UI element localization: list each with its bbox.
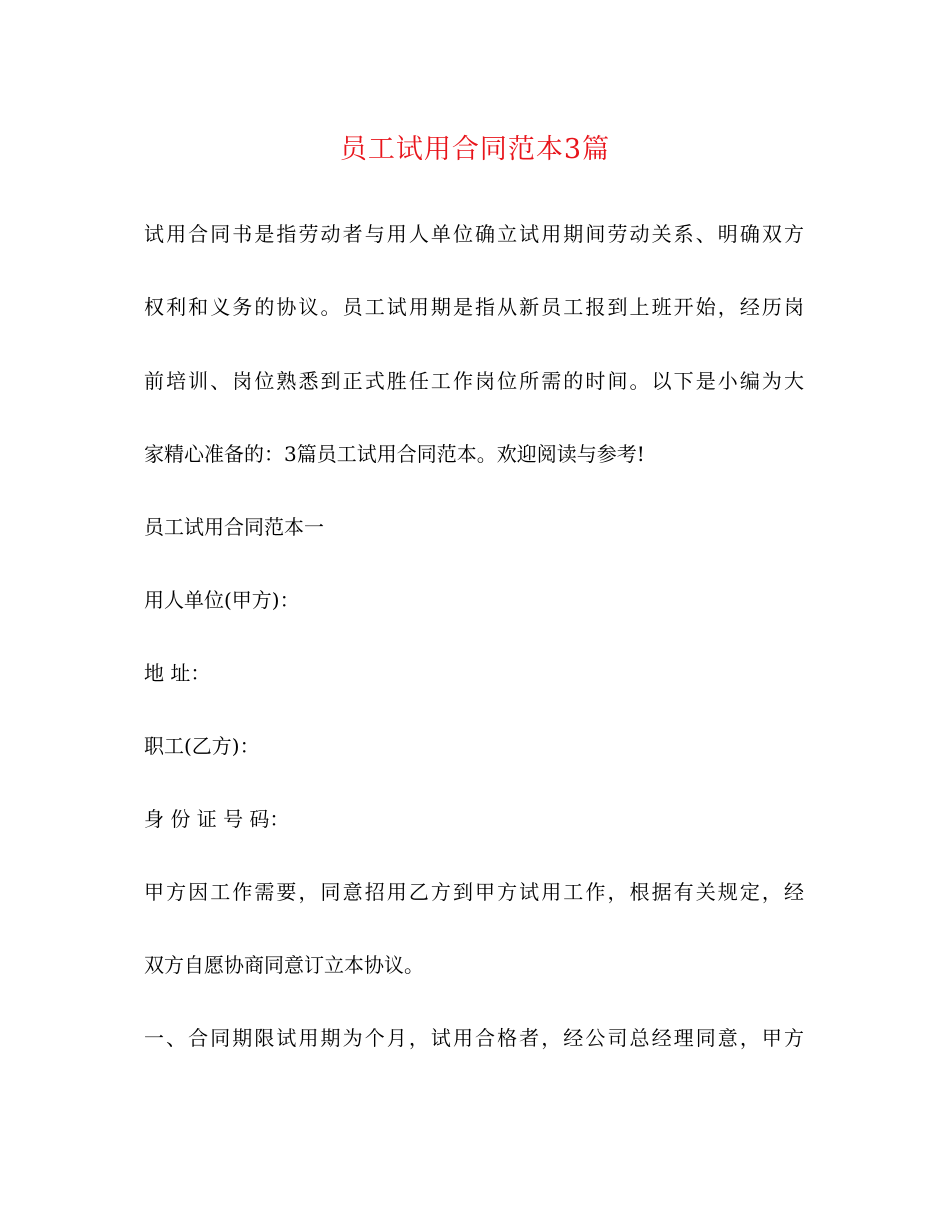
id-number-field-label: 身 份 证 号 码： bbox=[144, 807, 290, 831]
intro-line-3: 前培训、岗位熟悉到正式胜任工作岗位所需的时间。以下是小编为大 bbox=[144, 369, 804, 393]
address-field-label: 地 址： bbox=[144, 661, 211, 685]
employer-field-label: 用人单位(甲方)： bbox=[144, 588, 300, 612]
agreement-line-1: 甲方因工作需要，同意招用乙方到甲方试用工作，根据有关规定，经 bbox=[144, 880, 804, 904]
employee-field-label: 职工(乙方)： bbox=[144, 734, 260, 758]
clause-one-line-1: 一、合同期限试用期为个月，试用合格者，经公司总经理同意，甲方 bbox=[144, 1026, 804, 1050]
agreement-line-2: 双方自愿协商同意订立本协议。 bbox=[144, 953, 424, 977]
intro-line-1: 试用合同书是指劳动者与用人单位确立试用期间劳动关系、明确双方 bbox=[144, 222, 804, 246]
intro-line-4: 家精心准备的：3篇员工试用合同范本。欢迎阅读与参考! bbox=[144, 442, 645, 466]
section-heading-1: 员工试用合同范本一 bbox=[144, 515, 324, 539]
intro-line-2: 权利和义务的协议。员工试用期是指从新员工报到上班开始，经历岗 bbox=[144, 295, 804, 319]
document-title: 员工试用合同范本3篇 bbox=[339, 134, 611, 165]
